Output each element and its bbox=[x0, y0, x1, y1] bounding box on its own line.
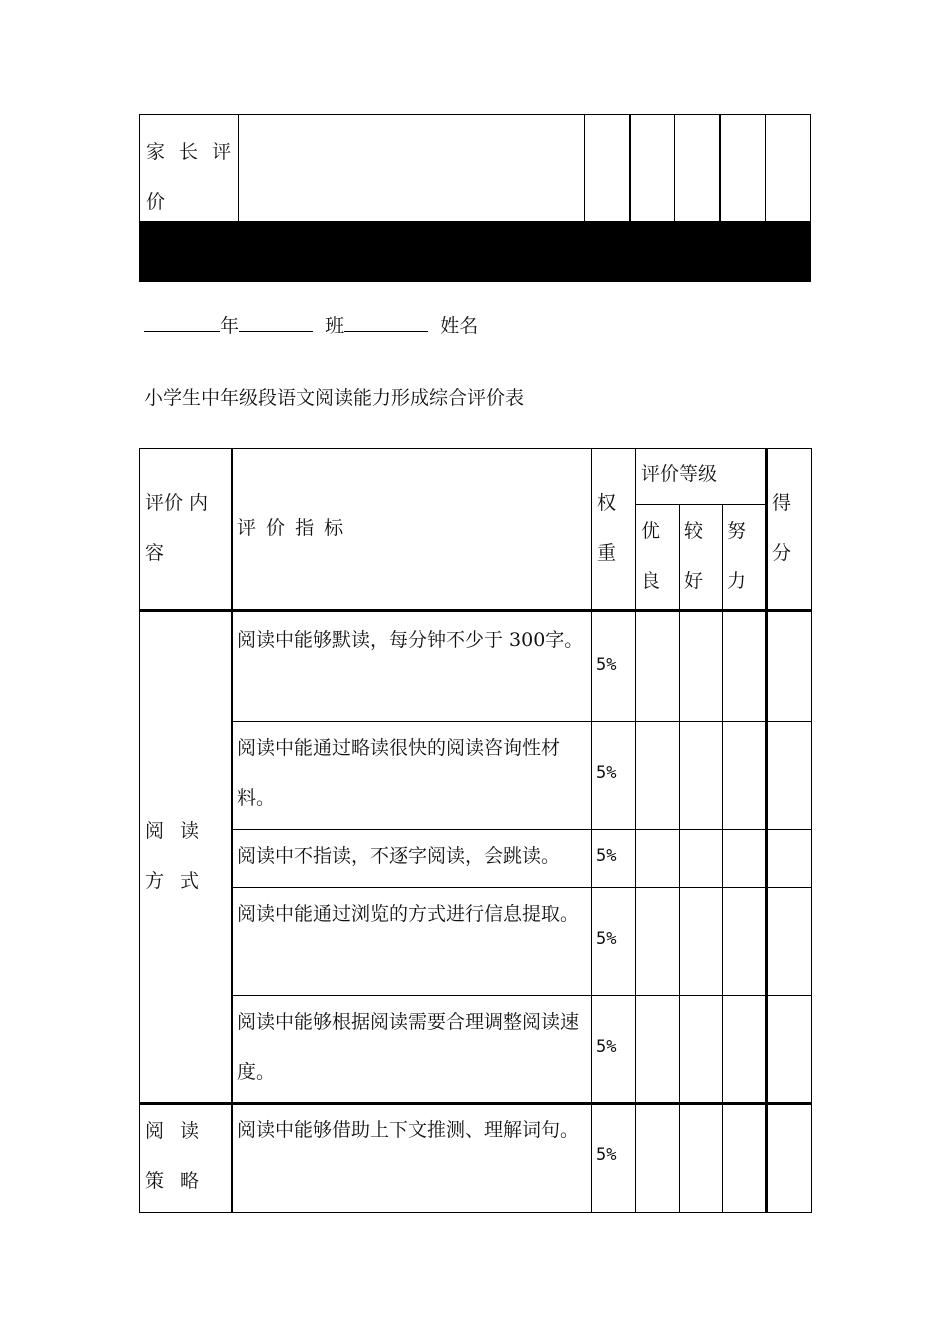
parent-evaluation-label: 家 长 评 价 bbox=[146, 141, 236, 213]
header-level-excellent: 优良 bbox=[641, 520, 661, 592]
weight-value: 5% bbox=[596, 929, 617, 949]
indicator-text: 阅读中不指读，不逐字阅读，会跳读。 bbox=[237, 845, 561, 867]
name-blank[interactable] bbox=[344, 313, 428, 332]
name-label: 姓名 bbox=[440, 315, 479, 337]
divider bbox=[674, 115, 675, 221]
parent-evaluation-table bbox=[139, 114, 811, 222]
black-band bbox=[139, 222, 811, 282]
weight-value: 5% bbox=[596, 1145, 617, 1165]
weight-value: 5% bbox=[596, 655, 617, 675]
divider bbox=[629, 115, 631, 221]
indicator-text: 阅读中能够根据阅读需要合理调整阅读速度。 bbox=[237, 1011, 580, 1083]
header-content: 评价 内容 bbox=[145, 492, 209, 564]
weight-value: 5% bbox=[596, 1037, 617, 1057]
weight-value: 5% bbox=[596, 846, 617, 866]
class-blank[interactable] bbox=[239, 313, 313, 332]
divider bbox=[719, 115, 721, 221]
grade-blank[interactable] bbox=[144, 313, 220, 332]
header-weight: 权重 bbox=[597, 492, 617, 564]
group-reading-strategy: 阅 读 策 略 bbox=[145, 1120, 205, 1192]
evaluation-table bbox=[139, 448, 812, 1213]
header-level-effort: 努力 bbox=[727, 520, 747, 592]
header-indicator: 评 价 指 标 bbox=[237, 517, 346, 539]
header-level-group: 评价等级 bbox=[641, 463, 718, 485]
weight-value: 5% bbox=[596, 763, 617, 783]
header-level-good: 较好 bbox=[684, 520, 704, 592]
divider bbox=[238, 115, 239, 221]
group-reading-method: 阅 读 方 式 bbox=[145, 820, 205, 892]
indicator-text: 阅读中能够借助上下文推测、理解词句。 bbox=[237, 1119, 580, 1141]
header-score: 得分 bbox=[772, 492, 792, 564]
indicator-text: 阅读中能通过略读很快的阅读咨询性材料。 bbox=[237, 737, 561, 809]
indicator-text: 阅读中能通过浏览的方式进行信息提取。 bbox=[237, 903, 580, 925]
divider bbox=[765, 115, 766, 221]
indicator-text: 阅读中能够默读，每分钟不少于 300字。 bbox=[237, 629, 584, 651]
table-title: 小学生中年级段语文阅读能力形成综合评价表 bbox=[144, 387, 525, 409]
grade-label: 年 bbox=[220, 315, 240, 337]
divider bbox=[584, 115, 585, 221]
class-label: 班 bbox=[325, 315, 345, 337]
student-info-line bbox=[144, 312, 478, 340]
